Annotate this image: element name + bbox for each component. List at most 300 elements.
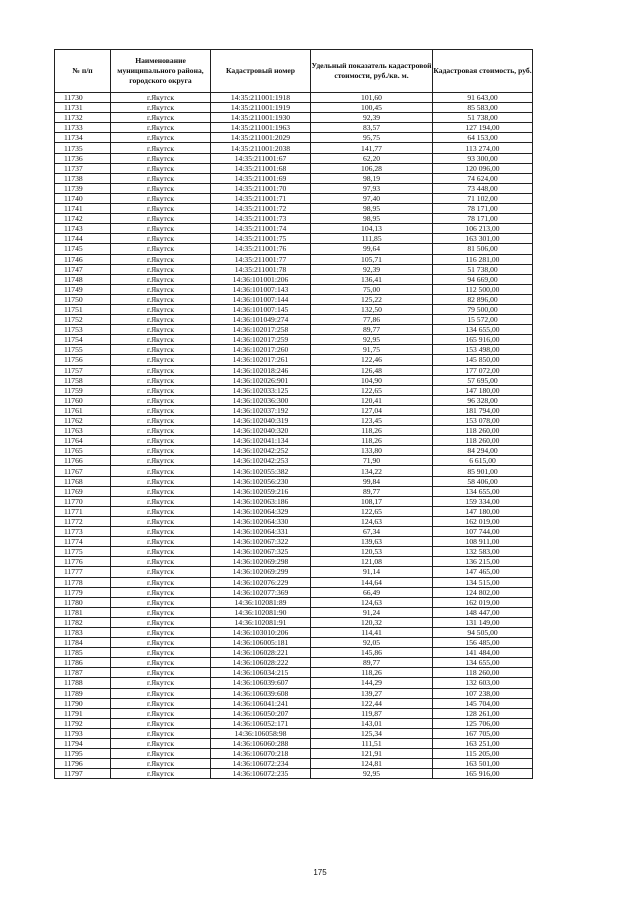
- row-unit-rate: 91,24: [311, 607, 433, 617]
- row-unit-rate: 120,32: [311, 617, 433, 627]
- row-cadastral-number: 14:35:211001:75: [211, 234, 311, 244]
- row-cadastral-cost: 108 911,00: [433, 537, 533, 547]
- row-cadastral-number: 14:35:211001:78: [211, 264, 311, 274]
- table-row: [55, 294, 533, 304]
- table-row: [55, 385, 533, 395]
- row-number: 11791: [55, 708, 111, 718]
- row-number: 11737: [55, 163, 111, 173]
- row-cadastral-cost: 6 615,00: [433, 456, 533, 466]
- row-unit-rate: 123,45: [311, 416, 433, 426]
- row-number: 11750: [55, 294, 111, 304]
- row-unit-rate: 125,22: [311, 294, 433, 304]
- row-municipality: г.Якутск: [111, 375, 211, 385]
- table-row: [55, 375, 533, 385]
- row-number: 11781: [55, 607, 111, 617]
- row-municipality: г.Якутск: [111, 668, 211, 678]
- row-municipality: г.Якутск: [111, 537, 211, 547]
- row-municipality: г.Якутск: [111, 335, 211, 345]
- row-cadastral-cost: 162 019,00: [433, 516, 533, 526]
- row-cadastral-cost: 81 506,00: [433, 244, 533, 254]
- row-municipality: г.Якутск: [111, 274, 211, 284]
- row-cadastral-number: 14:35:211001:1930: [211, 113, 311, 123]
- row-municipality: г.Якутск: [111, 315, 211, 325]
- row-cadastral-cost: 167 705,00: [433, 728, 533, 738]
- row-unit-rate: 118,26: [311, 436, 433, 446]
- row-unit-rate: 126,48: [311, 365, 433, 375]
- table-body: [55, 93, 533, 779]
- row-number: 11730: [55, 93, 111, 103]
- row-cadastral-number: 14:35:211001:67: [211, 153, 311, 163]
- row-cadastral-number: 14:36:102042:252: [211, 446, 311, 456]
- row-unit-rate: 125,34: [311, 728, 433, 738]
- table-row: [55, 617, 533, 627]
- row-unit-rate: 127,04: [311, 405, 433, 415]
- row-cadastral-number: 14:36:102040:319: [211, 416, 311, 426]
- row-cadastral-cost: 120 096,00: [433, 163, 533, 173]
- row-cadastral-number: 14:35:211001:77: [211, 254, 311, 264]
- table-header-row: [55, 50, 533, 93]
- row-number: 11759: [55, 385, 111, 395]
- row-unit-rate: 118,26: [311, 668, 433, 678]
- row-number: 11735: [55, 143, 111, 153]
- table-row: [55, 446, 533, 456]
- row-municipality: г.Якутск: [111, 325, 211, 335]
- row-cadastral-cost: 147 180,00: [433, 506, 533, 516]
- row-unit-rate: 120,41: [311, 395, 433, 405]
- row-unit-rate: 89,77: [311, 658, 433, 668]
- row-cadastral-number: 14:36:103010:206: [211, 627, 311, 637]
- table-row: [55, 668, 533, 678]
- table-row: [55, 607, 533, 617]
- row-cadastral-number: 14:36:102063:186: [211, 496, 311, 506]
- row-unit-rate: 139,63: [311, 537, 433, 547]
- row-unit-rate: 66,49: [311, 587, 433, 597]
- row-number: 11773: [55, 527, 111, 537]
- row-cadastral-number: 14:36:102026:901: [211, 375, 311, 385]
- row-municipality: г.Якутск: [111, 294, 211, 304]
- row-cadastral-cost: 147 180,00: [433, 385, 533, 395]
- row-cadastral-cost: 64 153,00: [433, 133, 533, 143]
- row-cadastral-number: 14:36:106039:607: [211, 678, 311, 688]
- row-municipality: г.Якутск: [111, 577, 211, 587]
- table-row: [55, 426, 533, 436]
- table-row: [55, 466, 533, 476]
- row-number: 11782: [55, 617, 111, 627]
- row-unit-rate: 77,86: [311, 315, 433, 325]
- row-cadastral-number: 14:36:106041:241: [211, 698, 311, 708]
- row-number: 11785: [55, 648, 111, 658]
- row-cadastral-number: 14:36:102067:325: [211, 547, 311, 557]
- row-municipality: г.Якутск: [111, 436, 211, 446]
- row-unit-rate: 136,41: [311, 274, 433, 284]
- table-row: [55, 577, 533, 587]
- row-number: 11753: [55, 325, 111, 335]
- table-row: [55, 264, 533, 274]
- row-cadastral-cost: 132 583,00: [433, 547, 533, 557]
- row-number: 11738: [55, 173, 111, 183]
- row-cadastral-cost: 85 583,00: [433, 103, 533, 113]
- table-row: [55, 325, 533, 335]
- row-municipality: г.Якутск: [111, 143, 211, 153]
- row-unit-rate: 62,20: [311, 153, 433, 163]
- row-unit-rate: 122,46: [311, 355, 433, 365]
- table-row: [55, 627, 533, 637]
- row-unit-rate: 92,95: [311, 335, 433, 345]
- row-municipality: г.Якутск: [111, 183, 211, 193]
- row-cadastral-number: 14:36:102081:91: [211, 617, 311, 627]
- row-cadastral-number: 14:36:106028:222: [211, 658, 311, 668]
- table-row: [55, 214, 533, 224]
- row-cadastral-cost: 82 896,00: [433, 294, 533, 304]
- row-cadastral-number: 14:36:101007:145: [211, 304, 311, 314]
- row-cadastral-number: 14:36:102042:253: [211, 456, 311, 466]
- row-number: 11754: [55, 335, 111, 345]
- row-municipality: г.Якутск: [111, 739, 211, 749]
- row-municipality: г.Якутск: [111, 759, 211, 769]
- row-cadastral-cost: 96 328,00: [433, 395, 533, 405]
- row-municipality: г.Якутск: [111, 153, 211, 163]
- row-unit-rate: 111,51: [311, 739, 433, 749]
- row-cadastral-number: 14:36:106058:98: [211, 728, 311, 738]
- row-municipality: г.Якутск: [111, 133, 211, 143]
- row-cadastral-cost: 71 102,00: [433, 193, 533, 203]
- row-cadastral-number: 14:36:106052:171: [211, 718, 311, 728]
- row-municipality: г.Якутск: [111, 416, 211, 426]
- row-cadastral-number: 14:35:211001:1918: [211, 93, 311, 103]
- row-number: 11784: [55, 638, 111, 648]
- table-row: [55, 183, 533, 193]
- table-row: [55, 284, 533, 294]
- row-cadastral-cost: 163 251,00: [433, 739, 533, 749]
- row-cadastral-cost: 153 078,00: [433, 416, 533, 426]
- row-cadastral-number: 14:36:102081:90: [211, 607, 311, 617]
- row-number: 11733: [55, 123, 111, 133]
- row-cadastral-number: 14:36:102081:89: [211, 597, 311, 607]
- row-cadastral-cost: 79 500,00: [433, 304, 533, 314]
- row-cadastral-cost: 78 171,00: [433, 204, 533, 214]
- row-cadastral-cost: 131 149,00: [433, 617, 533, 627]
- row-cadastral-number: 14:35:211001:76: [211, 244, 311, 254]
- row-unit-rate: 92,05: [311, 638, 433, 648]
- row-municipality: г.Якутск: [111, 728, 211, 738]
- row-cadastral-number: 14:36:102064:329: [211, 506, 311, 516]
- table-row: [55, 224, 533, 234]
- row-number: 11787: [55, 668, 111, 678]
- row-unit-rate: 83,57: [311, 123, 433, 133]
- row-cadastral-number: 14:35:211001:71: [211, 193, 311, 203]
- row-cadastral-number: 14:36:106039:608: [211, 688, 311, 698]
- row-cadastral-number: 14:35:211001:72: [211, 204, 311, 214]
- row-municipality: г.Якутск: [111, 304, 211, 314]
- page-number: 175: [313, 868, 327, 877]
- row-unit-rate: 101,60: [311, 93, 433, 103]
- table-row: [55, 395, 533, 405]
- row-unit-rate: 104,90: [311, 375, 433, 385]
- row-number: 11746: [55, 254, 111, 264]
- row-number: 11731: [55, 103, 111, 113]
- row-municipality: г.Якутск: [111, 718, 211, 728]
- table-row: [55, 244, 533, 254]
- row-unit-rate: 114,41: [311, 627, 433, 637]
- row-cadastral-number: 14:36:101049:274: [211, 315, 311, 325]
- row-number: 11755: [55, 345, 111, 355]
- row-number: 11778: [55, 577, 111, 587]
- row-municipality: г.Якутск: [111, 658, 211, 668]
- row-unit-rate: 122,44: [311, 698, 433, 708]
- row-number: 11758: [55, 375, 111, 385]
- table-row: [55, 405, 533, 415]
- row-number: 11792: [55, 718, 111, 728]
- row-number: 11795: [55, 749, 111, 759]
- table-row: [55, 193, 533, 203]
- row-unit-rate: 145,86: [311, 648, 433, 658]
- row-number: 11775: [55, 547, 111, 557]
- row-municipality: г.Якутск: [111, 516, 211, 526]
- table-row: [55, 718, 533, 728]
- row-cadastral-number: 14:35:211001:2038: [211, 143, 311, 153]
- row-unit-rate: 118,26: [311, 426, 433, 436]
- row-cadastral-number: 14:36:102069:298: [211, 557, 311, 567]
- row-municipality: г.Якутск: [111, 648, 211, 658]
- table-row: [55, 143, 533, 153]
- table-row: [55, 739, 533, 749]
- row-number: 11776: [55, 557, 111, 567]
- table-row: [55, 547, 533, 557]
- table-row: [55, 597, 533, 607]
- row-municipality: г.Якутск: [111, 627, 211, 637]
- row-cadastral-cost: 147 465,00: [433, 567, 533, 577]
- row-municipality: г.Якутск: [111, 113, 211, 123]
- row-cadastral-number: 14:36:101001:206: [211, 274, 311, 284]
- row-number: 11763: [55, 426, 111, 436]
- table-row: [55, 234, 533, 244]
- row-cadastral-cost: 85 901,00: [433, 466, 533, 476]
- row-number: 11789: [55, 688, 111, 698]
- row-municipality: г.Якутск: [111, 93, 211, 103]
- table-row: [55, 638, 533, 648]
- table-row: [55, 254, 533, 264]
- row-cadastral-cost: 115 205,00: [433, 749, 533, 759]
- table-row: [55, 496, 533, 506]
- row-unit-rate: 121,91: [311, 749, 433, 759]
- row-municipality: г.Якутск: [111, 476, 211, 486]
- row-unit-rate: 143,01: [311, 718, 433, 728]
- table-row: [55, 749, 533, 759]
- row-cadastral-cost: 74 624,00: [433, 173, 533, 183]
- row-cadastral-cost: 51 738,00: [433, 264, 533, 274]
- row-unit-rate: 141,77: [311, 143, 433, 153]
- row-cadastral-cost: 141 484,00: [433, 648, 533, 658]
- table-row: [55, 759, 533, 769]
- row-cadastral-cost: 165 916,00: [433, 769, 533, 779]
- row-municipality: г.Якутск: [111, 466, 211, 476]
- table-row: [55, 516, 533, 526]
- row-municipality: г.Якутск: [111, 496, 211, 506]
- row-municipality: г.Якутск: [111, 214, 211, 224]
- row-unit-rate: 104,13: [311, 224, 433, 234]
- row-number: 11756: [55, 355, 111, 365]
- row-cadastral-cost: 91 643,00: [433, 93, 533, 103]
- row-cadastral-cost: 58 406,00: [433, 476, 533, 486]
- row-unit-rate: 105,71: [311, 254, 433, 264]
- row-cadastral-number: 14:36:102067:322: [211, 537, 311, 547]
- row-municipality: г.Якутск: [111, 698, 211, 708]
- row-unit-rate: 108,17: [311, 496, 433, 506]
- table-row: [55, 436, 533, 446]
- row-number: 11770: [55, 496, 111, 506]
- row-municipality: г.Якутск: [111, 587, 211, 597]
- row-cadastral-cost: 94 505,00: [433, 627, 533, 637]
- table-row: [55, 315, 533, 325]
- row-number: 11788: [55, 678, 111, 688]
- row-cadastral-cost: 134 515,00: [433, 577, 533, 587]
- row-number: 11794: [55, 739, 111, 749]
- row-cadastral-number: 14:36:102033:125: [211, 385, 311, 395]
- row-unit-rate: 67,34: [311, 527, 433, 537]
- row-number: 11793: [55, 728, 111, 738]
- table-row: [55, 698, 533, 708]
- row-cadastral-number: 14:36:101007:144: [211, 294, 311, 304]
- table-row: [55, 416, 533, 426]
- row-cadastral-cost: 134 655,00: [433, 486, 533, 496]
- row-cadastral-cost: 145 704,00: [433, 698, 533, 708]
- row-municipality: г.Якутск: [111, 103, 211, 113]
- row-unit-rate: 99,84: [311, 476, 433, 486]
- row-number: 11757: [55, 365, 111, 375]
- row-number: 11766: [55, 456, 111, 466]
- row-municipality: г.Якутск: [111, 486, 211, 496]
- row-number: 11779: [55, 587, 111, 597]
- row-number: 11749: [55, 284, 111, 294]
- row-municipality: г.Якутск: [111, 769, 211, 779]
- row-cadastral-cost: 181 794,00: [433, 405, 533, 415]
- row-unit-rate: 75,00: [311, 284, 433, 294]
- row-cadastral-cost: 156 485,00: [433, 638, 533, 648]
- row-unit-rate: 124,63: [311, 516, 433, 526]
- table-row: [55, 486, 533, 496]
- row-unit-rate: 122,65: [311, 506, 433, 516]
- table-row: [55, 304, 533, 314]
- row-cadastral-cost: 177 072,00: [433, 365, 533, 375]
- row-cadastral-number: 14:35:211001:74: [211, 224, 311, 234]
- table-row: [55, 355, 533, 365]
- row-number: 11768: [55, 476, 111, 486]
- row-cadastral-number: 14:36:102018:246: [211, 365, 311, 375]
- table-row: [55, 678, 533, 688]
- row-cadastral-cost: 127 194,00: [433, 123, 533, 133]
- row-cadastral-cost: 128 261,00: [433, 708, 533, 718]
- row-cadastral-number: 14:36:106050:207: [211, 708, 311, 718]
- row-unit-rate: 99,64: [311, 244, 433, 254]
- row-cadastral-number: 14:35:211001:2029: [211, 133, 311, 143]
- row-municipality: г.Якутск: [111, 163, 211, 173]
- row-municipality: г.Якутск: [111, 405, 211, 415]
- row-cadastral-number: 14:36:102056:230: [211, 476, 311, 486]
- row-number: 11796: [55, 759, 111, 769]
- row-number: 11761: [55, 405, 111, 415]
- row-cadastral-number: 14:36:106072:235: [211, 769, 311, 779]
- table-row: [55, 93, 533, 103]
- row-cadastral-number: 14:36:102059:216: [211, 486, 311, 496]
- row-cadastral-cost: 159 334,00: [433, 496, 533, 506]
- row-number: 11742: [55, 214, 111, 224]
- header-number: № п/п: [55, 50, 111, 93]
- header-cadastral-number: Кадастровый номер: [211, 50, 311, 93]
- row-cadastral-number: 14:36:102040:320: [211, 426, 311, 436]
- row-unit-rate: 92,39: [311, 264, 433, 274]
- row-cadastral-cost: 125 706,00: [433, 718, 533, 728]
- row-number: 11772: [55, 516, 111, 526]
- table-row: [55, 658, 533, 668]
- row-cadastral-cost: 15 572,00: [433, 315, 533, 325]
- header-unit-rate: Удельный показатель кадастровой стоимости, руб./кв. м.: [311, 50, 433, 93]
- row-cadastral-cost: 107 238,00: [433, 688, 533, 698]
- row-municipality: г.Якутск: [111, 123, 211, 133]
- row-cadastral-number: 14:36:106070:218: [211, 749, 311, 759]
- row-cadastral-number: 14:36:102017:258: [211, 325, 311, 335]
- row-number: 11774: [55, 537, 111, 547]
- table-row: [55, 557, 533, 567]
- row-cadastral-cost: 73 448,00: [433, 183, 533, 193]
- table-row: [55, 476, 533, 486]
- cadastral-value-table: [54, 49, 533, 779]
- row-municipality: г.Якутск: [111, 193, 211, 203]
- row-number: 11739: [55, 183, 111, 193]
- row-cadastral-cost: 113 274,00: [433, 143, 533, 153]
- row-unit-rate: 139,27: [311, 688, 433, 698]
- row-unit-rate: 91,14: [311, 567, 433, 577]
- row-cadastral-number: 14:36:102017:259: [211, 335, 311, 345]
- row-unit-rate: 98,95: [311, 204, 433, 214]
- row-cadastral-cost: 107 744,00: [433, 527, 533, 537]
- row-unit-rate: 124,63: [311, 597, 433, 607]
- row-unit-rate: 106,28: [311, 163, 433, 173]
- table-row: [55, 688, 533, 698]
- row-municipality: г.Якутск: [111, 708, 211, 718]
- row-cadastral-cost: 165 916,00: [433, 335, 533, 345]
- table-row: [55, 133, 533, 143]
- row-cadastral-number: 14:36:102041:134: [211, 436, 311, 446]
- table-row: [55, 708, 533, 718]
- table-row: [55, 173, 533, 183]
- table-row: [55, 113, 533, 123]
- row-municipality: г.Якутск: [111, 567, 211, 577]
- row-cadastral-cost: 136 215,00: [433, 557, 533, 567]
- row-cadastral-number: 14:35:211001:68: [211, 163, 311, 173]
- row-municipality: г.Якутск: [111, 547, 211, 557]
- row-number: 11740: [55, 193, 111, 203]
- row-cadastral-number: 14:36:102064:331: [211, 527, 311, 537]
- row-number: 11797: [55, 769, 111, 779]
- row-unit-rate: 100,45: [311, 103, 433, 113]
- row-number: 11744: [55, 234, 111, 244]
- row-number: 11783: [55, 627, 111, 637]
- row-number: 11780: [55, 597, 111, 607]
- table-row: [55, 648, 533, 658]
- row-cadastral-number: 14:35:211001:73: [211, 214, 311, 224]
- row-number: 11762: [55, 416, 111, 426]
- table-row: [55, 567, 533, 577]
- row-unit-rate: 144,64: [311, 577, 433, 587]
- row-unit-rate: 120,53: [311, 547, 433, 557]
- row-cadastral-number: 14:36:102076:229: [211, 577, 311, 587]
- row-number: 11751: [55, 304, 111, 314]
- row-cadastral-number: 14:36:102037:192: [211, 405, 311, 415]
- row-unit-rate: 97,93: [311, 183, 433, 193]
- row-cadastral-cost: 94 669,00: [433, 274, 533, 284]
- row-unit-rate: 124,81: [311, 759, 433, 769]
- row-cadastral-number: 14:36:102069:299: [211, 567, 311, 577]
